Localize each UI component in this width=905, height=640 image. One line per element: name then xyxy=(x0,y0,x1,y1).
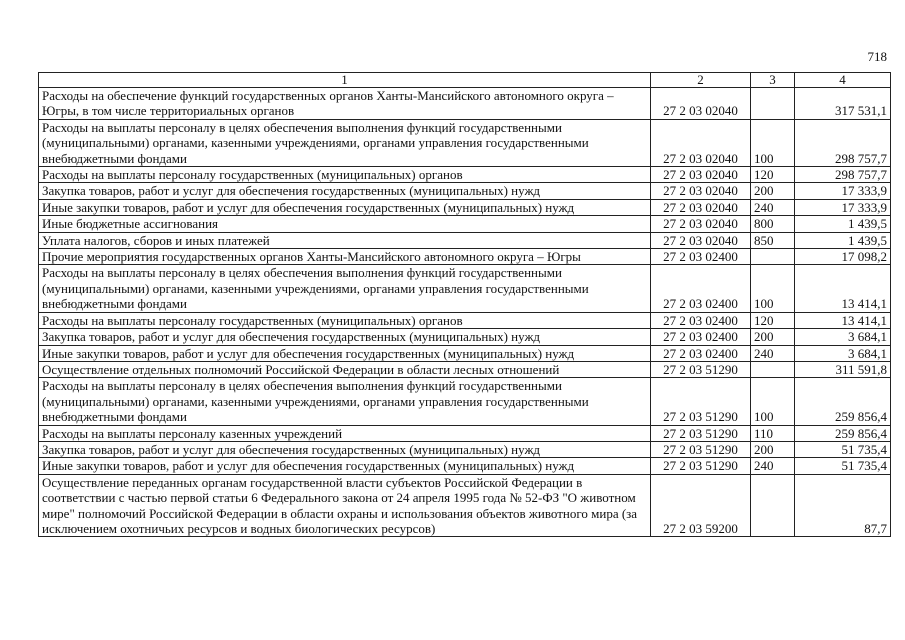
row-amount-cell: 13 414,1 xyxy=(795,265,891,312)
row-type-cell: 240 xyxy=(751,345,795,361)
row-type-cell: 100 xyxy=(751,378,795,425)
row-code-cell: 27 2 03 02040 xyxy=(651,119,751,166)
row-name-cell: Прочие мероприятия государственных органов Ханты-Мансийского автономного округа – Югры xyxy=(39,249,651,265)
table-row xyxy=(39,232,891,248)
row-code-cell: 27 2 03 02400 xyxy=(651,249,751,265)
row-code-cell: 27 2 03 51290 xyxy=(651,441,751,457)
column-header-amount: 4 xyxy=(795,73,891,88)
row-type-cell: 240 xyxy=(751,199,795,215)
table-row xyxy=(39,199,891,215)
table-header-row xyxy=(39,73,891,88)
row-name-cell: Иные закупки товаров, работ и услуг для обеспечения государственных (муниципальных) нужд xyxy=(39,345,651,361)
row-amount-cell: 3 684,1 xyxy=(795,345,891,361)
row-type-cell xyxy=(751,474,795,537)
row-code-cell: 27 2 03 02040 xyxy=(651,232,751,248)
table-row xyxy=(39,312,891,328)
row-name-cell: Расходы на выплаты персоналу в целях обеспечения выполнения функций государственными (муниципальными) органами, казенными учреждениями, органами управления государственными внебюджетными фондами xyxy=(39,378,651,425)
row-code-cell: 27 2 03 51290 xyxy=(651,361,751,377)
row-code-cell: 27 2 03 02400 xyxy=(651,329,751,345)
row-amount-cell: 17 098,2 xyxy=(795,249,891,265)
row-amount-cell: 259 856,4 xyxy=(795,425,891,441)
table-row xyxy=(39,474,891,537)
row-amount-cell: 1 439,5 xyxy=(795,232,891,248)
row-type-cell: 120 xyxy=(751,312,795,328)
row-name-cell: Осуществление отдельных полномочий Российской Федерации в области лесных отношений xyxy=(39,361,651,377)
row-name-cell: Расходы на обеспечение функций государственных органов Ханты-Мансийского автономного округа – Югры, в том числе территориальных органов xyxy=(39,88,651,120)
row-type-cell: 200 xyxy=(751,441,795,457)
row-code-cell: 27 2 03 02400 xyxy=(651,345,751,361)
row-type-cell: 200 xyxy=(751,329,795,345)
row-name-cell: Расходы на выплаты персоналу казенных учреждений xyxy=(39,425,651,441)
row-code-cell: 27 2 03 02040 xyxy=(651,183,751,199)
row-name-cell: Иные бюджетные ассигнования xyxy=(39,216,651,232)
table-row xyxy=(39,378,891,425)
table-row xyxy=(39,216,891,232)
row-name-cell: Уплата налогов, сборов и иных платежей xyxy=(39,232,651,248)
table-row xyxy=(39,425,891,441)
row-name-cell: Закупка товаров, работ и услуг для обеспечения государственных (муниципальных) нужд xyxy=(39,329,651,345)
row-amount-cell: 298 757,7 xyxy=(795,167,891,183)
table-row xyxy=(39,329,891,345)
row-type-cell: 850 xyxy=(751,232,795,248)
table-row xyxy=(39,458,891,474)
row-amount-cell: 87,7 xyxy=(795,474,891,537)
row-amount-cell: 13 414,1 xyxy=(795,312,891,328)
column-header-name: 1 xyxy=(39,73,651,88)
table-row xyxy=(39,361,891,377)
row-code-cell: 27 2 03 02400 xyxy=(651,265,751,312)
row-name-cell: Иные закупки товаров, работ и услуг для обеспечения государственных (муниципальных) нужд xyxy=(39,199,651,215)
row-amount-cell: 259 856,4 xyxy=(795,378,891,425)
row-name-cell: Расходы на выплаты персоналу государственных (муниципальных) органов xyxy=(39,167,651,183)
row-code-cell: 27 2 03 02040 xyxy=(651,199,751,215)
row-code-cell: 27 2 03 02040 xyxy=(651,88,751,120)
table-row xyxy=(39,249,891,265)
table-row xyxy=(39,119,891,166)
column-header-code: 2 xyxy=(651,73,751,88)
row-code-cell: 27 2 03 51290 xyxy=(651,378,751,425)
column-header-type: 3 xyxy=(751,73,795,88)
row-amount-cell: 3 684,1 xyxy=(795,329,891,345)
row-name-cell: Иные закупки товаров, работ и услуг для обеспечения государственных (муниципальных) нужд xyxy=(39,458,651,474)
row-type-cell: 800 xyxy=(751,216,795,232)
row-amount-cell: 298 757,7 xyxy=(795,119,891,166)
row-amount-cell: 51 735,4 xyxy=(795,441,891,457)
row-amount-cell: 51 735,4 xyxy=(795,458,891,474)
row-type-cell: 100 xyxy=(751,265,795,312)
row-amount-cell: 17 333,9 xyxy=(795,183,891,199)
page-number: 718 xyxy=(867,49,887,64)
table-row xyxy=(39,88,891,120)
row-amount-cell: 1 439,5 xyxy=(795,216,891,232)
row-amount-cell: 311 591,8 xyxy=(795,361,891,377)
row-type-cell xyxy=(751,88,795,120)
row-code-cell: 27 2 03 02400 xyxy=(651,312,751,328)
row-amount-cell: 17 333,9 xyxy=(795,199,891,215)
row-code-cell: 27 2 03 59200 xyxy=(651,474,751,537)
table-row xyxy=(39,345,891,361)
row-type-cell: 240 xyxy=(751,458,795,474)
table-body xyxy=(39,88,891,537)
row-name-cell: Расходы на выплаты персоналу в целях обеспечения выполнения функций государственными (муниципальными) органами, казенными учреждениями, органами управления государственными внебюджетными фондами xyxy=(39,119,651,166)
row-code-cell: 27 2 03 51290 xyxy=(651,458,751,474)
table-row xyxy=(39,441,891,457)
row-name-cell: Расходы на выплаты персоналу государственных (муниципальных) органов xyxy=(39,312,651,328)
row-name-cell: Осуществление переданных органам государственной власти субъектов Российской Федерации в соответствии с частью первой статьи 6 Федерального закона от 24 апреля 1995 года № 52-ФЗ "О животном мире" полномочий Российской Федерации в области охраны и использования объектов животного мира (за исключением охотничьих ресурсов и водных биологических ресурсов) xyxy=(39,474,651,537)
table-row xyxy=(39,265,891,312)
row-type-cell: 120 xyxy=(751,167,795,183)
row-name-cell: Закупка товаров, работ и услуг для обеспечения государственных (муниципальных) нужд xyxy=(39,441,651,457)
row-code-cell: 27 2 03 51290 xyxy=(651,425,751,441)
row-code-cell: 27 2 03 02040 xyxy=(651,216,751,232)
row-type-cell: 110 xyxy=(751,425,795,441)
budget-table xyxy=(38,72,891,537)
table-row xyxy=(39,183,891,199)
row-amount-cell: 317 531,1 xyxy=(795,88,891,120)
row-name-cell: Расходы на выплаты персоналу в целях обеспечения выполнения функций государственными (муниципальными) органами, казенными учреждениями, органами управления государственными внебюджетными фондами xyxy=(39,265,651,312)
row-code-cell: 27 2 03 02040 xyxy=(651,167,751,183)
row-name-cell: Закупка товаров, работ и услуг для обеспечения государственных (муниципальных) нужд xyxy=(39,183,651,199)
row-type-cell xyxy=(751,249,795,265)
row-type-cell: 100 xyxy=(751,119,795,166)
row-type-cell: 200 xyxy=(751,183,795,199)
table-row xyxy=(39,167,891,183)
row-type-cell xyxy=(751,361,795,377)
